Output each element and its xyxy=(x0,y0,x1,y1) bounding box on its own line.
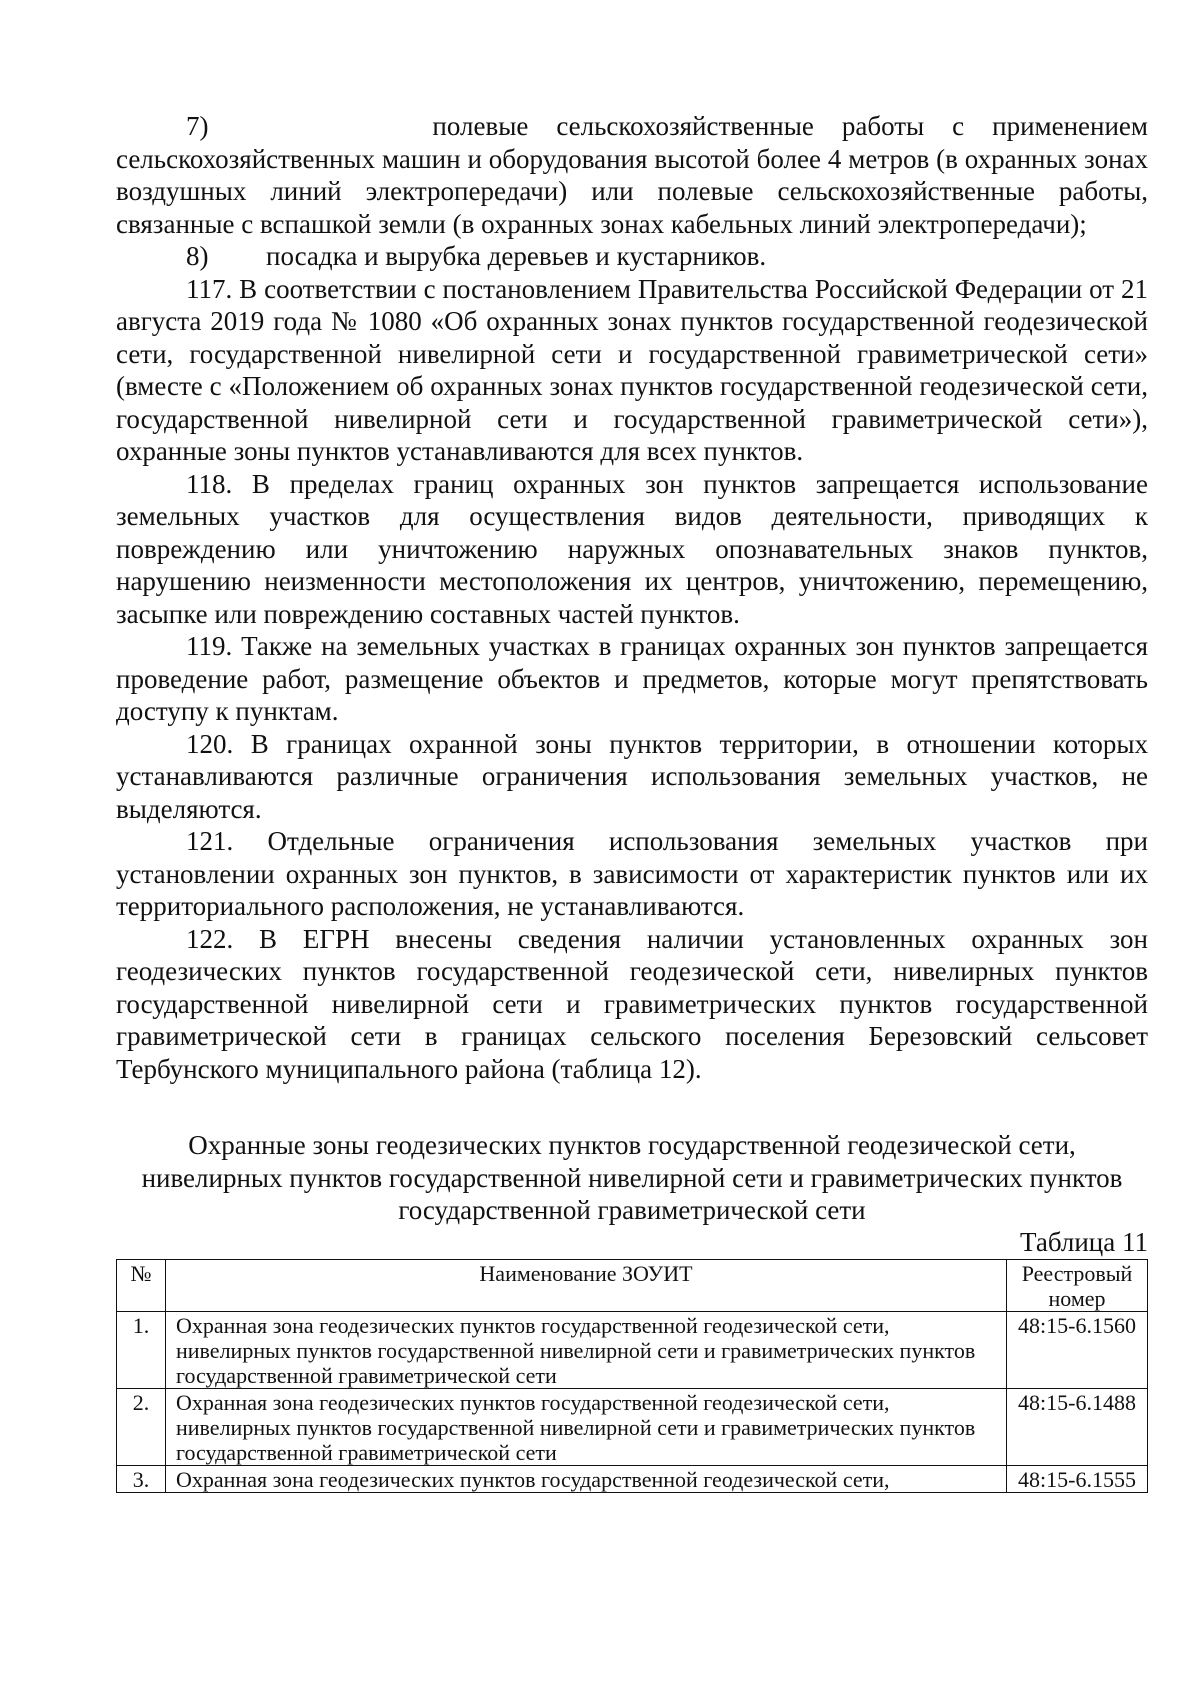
row-number: 1. xyxy=(117,1311,166,1388)
table-caption-line: Охранные зоны геодезических пунктов государственной геодезической сети, xyxy=(188,1130,1076,1160)
list-item-text: полевые сельскохозяйственные работы с применением сельскохозяйственных машин и оборудования высотой более 4 метров (в охранных зонах воздушных линий электропередачи) или полевые сельскохозяйственные работы, связанные с вспашкой земли (в охранных зонах кабельных линий электропередачи); xyxy=(116,111,1148,239)
list-item-7 xyxy=(116,110,1148,240)
paragraph-118: 118. В пределах границ охранных зон пунктов запрещается использование земельных участков для осуществления видов деятельности, приводящих к повреждению или уничтожению наружных опознавательных знаков пунктов, нарушению неизменности местоположения их центров, уничтожению, перемещению, засыпке или повреждению составных частей пунктов. xyxy=(116,468,1148,629)
header-number: № xyxy=(117,1259,166,1311)
row-name: Охранная зона геодезических пунктов государственной геодезической сети, нивелирных пунктов государственной нивелирной сети и гравиметрических пунктов государственной гравиметрической сети xyxy=(166,1311,1007,1388)
paragraph-117: 117. В соответствии с постановлением Правительства Российской Федерации от 21 августа 2019 года № 1080 «Об охранных зонах пунктов государственной геодезической сети, государственной нивелирной сети и государственной гравиметрической сети» (вместе с «Положением об охранных зонах пунктов государственной геодезической сети, государственной нивелирной сети и государственной гравиметрической сети»), охранные зоны пунктов устанавливаются для всех пунктов. xyxy=(116,273,1148,466)
table-row xyxy=(117,1388,1148,1465)
paragraph-120: 120. В границах охранной зоны пунктов территории, в отношении которых устанавливаются различные ограничения использования земельных участков, не выделяются. xyxy=(116,728,1148,824)
table-row xyxy=(117,1465,1148,1492)
list-item-number: 8) xyxy=(186,241,209,271)
list-item-number: 7) xyxy=(186,111,209,141)
paragraph-121: 121. Отдельные ограничения использования земельных участков при установлении охранных зон пунктов, в зависимости от характеристик пунктов или их территориального расположения, не устанавливаются. xyxy=(116,826,1148,921)
row-number: 3. xyxy=(117,1465,166,1492)
row-number: 2. xyxy=(117,1388,166,1465)
table-caption xyxy=(116,1129,1148,1227)
table-caption-line: государственной гравиметрической сети xyxy=(398,1195,866,1225)
header-name: Наименование ЗОУИТ xyxy=(166,1259,1007,1311)
list-item-8 xyxy=(116,240,1148,273)
table-row xyxy=(117,1311,1148,1388)
list-item-text: посадка и вырубка деревьев и кустарников. xyxy=(266,241,767,271)
row-registry-number: 48:15-6.1560 xyxy=(1007,1311,1148,1388)
paragraph-119: 119. Также на земельных участках в границах охранных зон пунктов запрещается проведение работ, размещение объектов и предметов, которые могут препятствовать доступу к пунктам. xyxy=(116,631,1148,726)
header-registry-number: Реестровый номер xyxy=(1007,1259,1148,1311)
table-header-row xyxy=(117,1259,1148,1311)
document-page xyxy=(116,110,1148,1493)
paragraph-122: 122. В ЕГРН внесены сведения наличии установленных охранных зон геодезических пунктов государственной геодезической сети, нивелирных пунктов государственной нивелирной сети и гравиметрических пунктов государственной гравиметрической сети в границах сельского поселения Березовский сельсовет Тербунского муниципального района (таблица 12). xyxy=(116,923,1148,1084)
row-registry-number: 48:15-6.1555 xyxy=(1007,1465,1148,1492)
zone-registry-table xyxy=(116,1259,1148,1493)
table-caption-line: нивелирных пунктов государственной нивелирной сети и гравиметрических пунктов xyxy=(141,1162,1123,1193)
row-name: Охранная зона геодезических пунктов государственной геодезической сети, нивелирных пунктов государственной нивелирной сети и гравиметрических пунктов государственной гравиметрической сети xyxy=(166,1388,1007,1465)
row-name: Охранная зона геодезических пунктов государственной геодезической сети, xyxy=(166,1465,1007,1492)
row-registry-number: 48:15-6.1488 xyxy=(1007,1388,1148,1465)
table-label: Таблица 11 xyxy=(1020,1226,1148,1257)
